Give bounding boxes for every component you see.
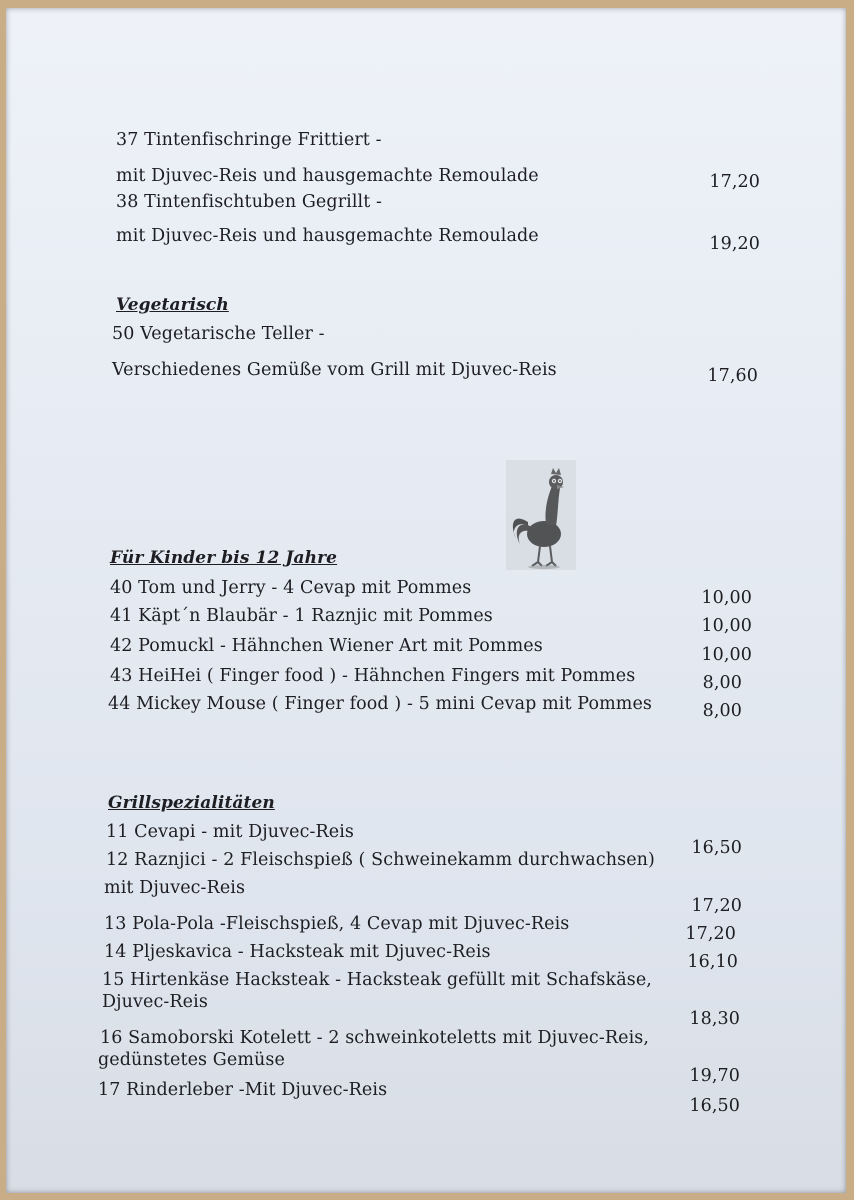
grill-price-4: 16,10 [687,952,738,972]
grill-line-3: mit Djuvec-Reis [104,878,246,898]
grill-line-9: gedünstetes Gemüse [98,1050,285,1070]
kids-item-40-price: 10,00 [701,588,752,608]
item-38-price: 19,20 [709,234,760,254]
grill-line-2: 12 Raznjici - 2 Fleischspieß ( Schweinekamm durchwachsen) [106,850,655,870]
grill-line-5: 14 Pljeskavica - Hacksteak mit Djuvec-Reis [104,942,491,962]
grill-line-7: Djuvec-Reis [102,992,208,1012]
section-heading-vegetarian: Vegetarisch [116,295,229,315]
kids-item-43: 43 HeiHei ( Finger food ) - Hähnchen Fingers mit Pommes [110,666,636,686]
grill-price-3: 17,20 [685,924,736,944]
grill-line-4: 13 Pola-Pola -Fleischspieß, 4 Cevap mit Djuvec-Reis [104,914,570,934]
item-37-title: 37 Tintenfischringe Frittiert - [116,130,382,150]
grill-price-6: 19,70 [689,1066,740,1086]
grill-price-2: 17,20 [691,896,742,916]
section-heading-grill: Grillspezialitäten [108,793,275,813]
kids-item-41-price: 10,00 [701,616,752,636]
section-heading-kids: Für Kinder bis 12 Jahre [110,548,338,568]
kids-item-42-price: 10,00 [701,645,752,665]
item-37-description: mit Djuvec-Reis und hausgemachte Remoulade [116,166,539,186]
item-50-title: 50 Vegetarische Teller - [112,324,325,344]
grill-price-7: 16,50 [689,1096,740,1116]
kids-item-44-price: 8,00 [702,701,742,721]
item-38-title: 38 Tintenfischtuben Gegrillt - [116,192,383,212]
kids-item-43-price: 8,00 [702,673,742,693]
item-38-description: mit Djuvec-Reis und hausgemachte Remoulade [116,226,539,246]
grill-price-1: 16,50 [691,838,742,858]
kids-item-40: 40 Tom und Jerry - 4 Cevap mit Pommes [110,578,472,598]
item-37-price: 17,20 [709,172,760,192]
kids-item-41: 41 Käpt´n Blaubär - 1 Raznjic mit Pommes [110,606,493,626]
item-50-price: 17,60 [707,366,758,386]
menu-page [6,8,846,1193]
rooster-icon [506,460,576,570]
item-50-description: Verschiedenes Gemüße vom Grill mit Djuvec-Reis [112,360,557,380]
grill-line-6: 15 Hirtenkäse Hacksteak - Hacksteak gefüllt mit Schafskäse, [102,970,652,990]
kids-item-44: 44 Mickey Mouse ( Finger food ) - 5 mini Cevap mit Pommes [108,694,653,714]
grill-price-5: 18,30 [689,1009,740,1029]
grill-line-1: 11 Cevapi - mit Djuvec-Reis [106,822,355,842]
kids-item-42: 42 Pomuckl - Hähnchen Wiener Art mit Pommes [110,636,543,656]
grill-line-8: 16 Samoborski Kotelett - 2 schweinkoteletts mit Djuvec-Reis, [100,1028,650,1048]
grill-line-10: 17 Rinderleber -Mit Djuvec-Reis [98,1080,388,1100]
